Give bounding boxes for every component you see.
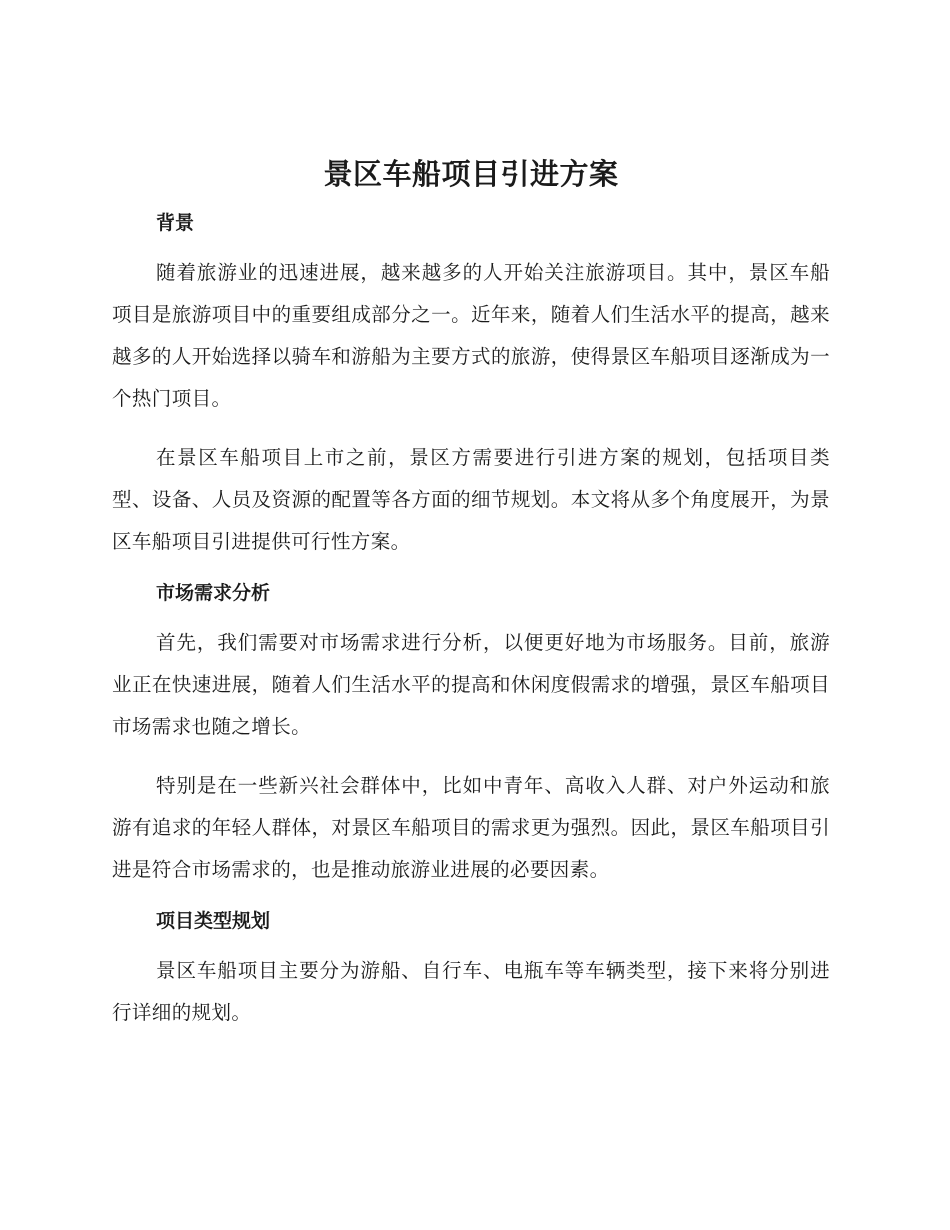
paragraph: 特别是在一些新兴社会群体中，比如中青年、高收入人群、对户外运动和旅游有追求的年轻人群体，对景区车船项目的需求更为强烈。因此，景区车船项目引进是符合市场需求的，也是推动旅游业进展的必要因素。	[112, 774, 830, 881]
paragraph: 景区车船项目主要分为游船、自行车、电瓶车等车辆类型，接下来将分别进行详细的规划。	[112, 959, 830, 1024]
section-heading: 背景	[156, 212, 195, 234]
section-project-types	[112, 908, 830, 1034]
document-page	[112, 148, 830, 1051]
section-market-demand	[112, 580, 830, 891]
section-background	[112, 210, 830, 563]
document-title: 景区车船项目引进方案	[323, 157, 619, 191]
paragraph: 首先，我们需要对市场需求进行分析，以便更好地为市场服务。目前，旅游业正在快速进展，随着人们生活水平的提高和休闲度假需求的增强，景区车船项目市场需求也随之增长。	[112, 631, 830, 738]
section-heading: 项目类型规划	[156, 910, 271, 932]
paragraph: 在景区车船项目上市之前，景区方需要进行引进方案的规划，包括项目类型、设备、人员及资源的配置等各方面的细节规划。本文将从多个角度展开，为景区车船项目引进提供可行性方案。	[112, 446, 830, 553]
paragraph: 随着旅游业的迅速进展，越来越多的人开始关注旅游项目。其中，景区车船项目是旅游项目中的重要组成部分之一。近年来，随着人们生活水平的提高，越来越多的人开始选择以骑车和游船为主要方式的旅游，使得景区车船项目逐渐成为一个热门项目。	[112, 261, 830, 410]
section-heading: 市场需求分析	[156, 582, 271, 604]
